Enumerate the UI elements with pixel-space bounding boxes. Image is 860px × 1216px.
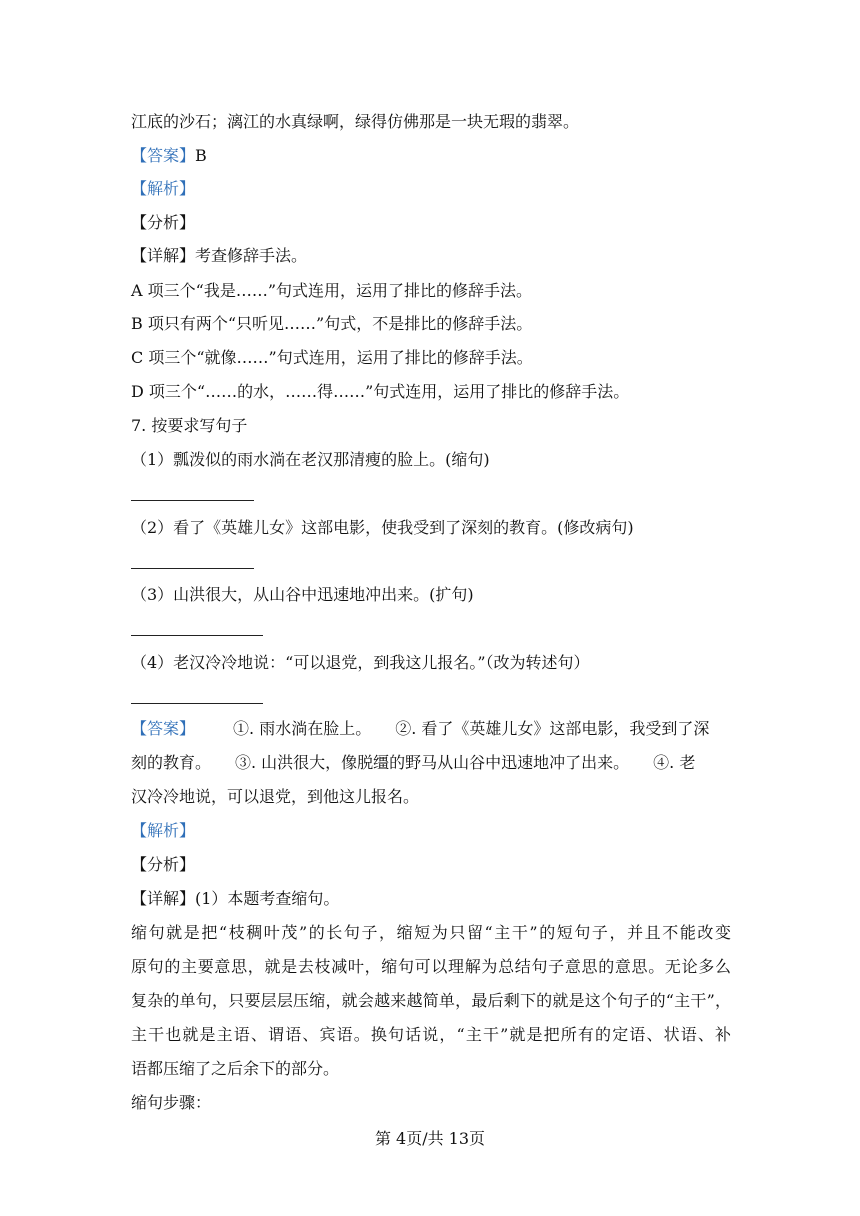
detail-line-2: 【详解】(1）本题考查缩句。	[131, 889, 340, 908]
question-7-3: （3）山洪很大，从山谷中迅速地冲出来。(扩句)	[131, 585, 474, 604]
paragraph-line: 主干也就是主语、谓语、宾语。换句话说，“主干”就是把所有的定语、状语、补	[131, 1025, 731, 1044]
analysis-tag-2: 【解析】	[131, 821, 196, 840]
fenxi-tag-2: 【分析】	[131, 855, 196, 874]
answer-tag: 【答案】	[131, 146, 196, 165]
answer-blank-4[interactable]	[131, 703, 263, 704]
answer-value: B	[195, 146, 207, 165]
paragraph-line: 原句的主要意思，就是去枝减叶，缩句可以理解为总结句子意思的意思。无论多么	[131, 957, 731, 976]
question-7-1: （1）瓢泼似的雨水淌在老汉那清瘦的脸上。(缩句)	[131, 450, 490, 469]
question-7-title: 7. 按要求写句子	[131, 416, 248, 435]
paragraph-line: 语都压缩了之后余下的部分。	[131, 1059, 340, 1078]
answer-blank-1[interactable]	[131, 500, 254, 501]
analysis-tag: 【解析】	[131, 179, 196, 198]
paragraph-line: 缩句就是把“枝稠叶茂”的长句子，缩短为只留“主干”的短句子，并且不能改变	[131, 923, 731, 942]
answer-2-text-1: ①. 雨水淌在脸上。 ②. 看了《英雄儿女》这部电影，我受到了深	[233, 719, 710, 738]
option-a-explanation: A 项三个“我是……”句式连用，运用了排比的修辞手法。	[131, 281, 533, 300]
answer-2-line-2: 刻的教育。 ③. 山洪很大，像脱缰的野马从山谷中迅速地冲了出来。 ④. 老	[131, 753, 696, 772]
answer-2-line-3: 汉冷冷地说，可以退党，到他这儿报名。	[131, 787, 420, 806]
answer-tag-2: 【答案】	[131, 719, 196, 738]
page-footer: 第 4页/共 13页	[374, 1129, 486, 1148]
detail-line: 【详解】考查修辞手法。	[131, 246, 308, 265]
question-7-4: （4）老汉冷冷地说：“可以退党，到我这儿报名。”（改为转述句）	[131, 653, 590, 672]
answer-blank-3[interactable]	[131, 635, 263, 636]
paragraph-line: 复杂的单句，只要层层压缩，就会越来越简单，最后剩下的就是这个句子的“主干”，	[131, 991, 731, 1010]
question-7-2: （2）看了《英雄儿女》这部电影，使我受到了深刻的教育。(修改病句)	[131, 518, 634, 537]
option-d-explanation: D 项三个“……的水，……得……”句式连用，运用了排比的修辞手法。	[131, 382, 630, 401]
fenxi-tag: 【分析】	[131, 213, 196, 232]
steps-heading: 缩句步骤：	[131, 1093, 212, 1112]
answer-2-line-1	[131, 718, 731, 740]
answer-line	[131, 145, 731, 167]
option-c-explanation: C 项三个“就像……”句式连用，运用了排比的修辞手法。	[131, 348, 533, 367]
answer-blank-2[interactable]	[131, 568, 254, 569]
option-b-explanation: B 项只有两个“只听见……”句式，不是排比的修辞手法。	[131, 314, 533, 333]
text-line: 江底的沙石；漓江的水真绿啊，绿得仿佛那是一块无瑕的翡翠。	[131, 112, 580, 131]
